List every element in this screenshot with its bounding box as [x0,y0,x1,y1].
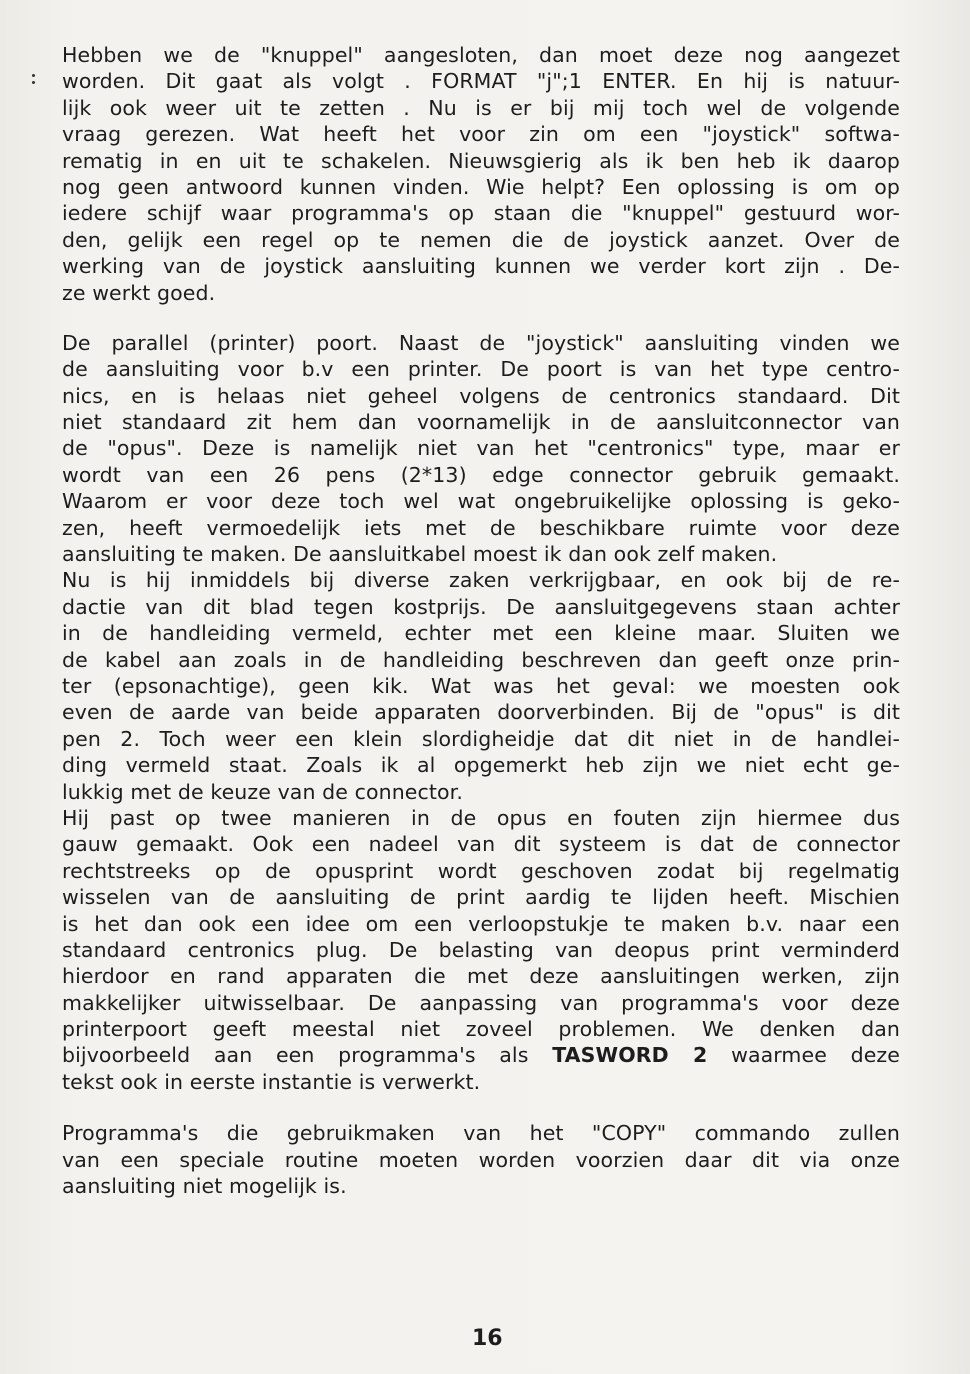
text-line: zen, heeft vermoedelijk iets met de beschikbare ruimte voor deze [62,515,900,540]
text-line: vraag gerezen. Wat heeft het voor zin om een "joystick" softwa- [62,122,900,147]
text-line: Hebben we de "knuppel" aangesloten, dan moet deze nog aangezet [62,43,900,67]
text-line: tekst ook in eerste instantie is verwerkt. [62,1069,481,1094]
text-line: de aansluiting voor b.v een printer. De poort is van het type centro- [62,357,900,382]
text-line: pen 2. Toch weer een klein slordigheidje dat dit niet in de handlei- [62,726,900,751]
text-line: aansluiting te maken. De aansluitkabel moest ik dan ook zelf maken. [62,542,778,567]
text-line: hierdoor en rand apparaten die met deze aansluitingen werken, zijn [62,964,900,989]
text-line: wordt van een 26 pens (2*13) edge connector gebruik gemaakt. [62,462,900,487]
paragraph-spacer [62,1095,900,1120]
text-line: aansluiting niet mogelijk is. [62,1174,347,1199]
text-line: iedere schijf waar programma's op staan die "knuppel" gestuurd wor- [62,201,900,226]
text-line: lijk ook weer uit te zetten . Nu is er bij mij toch wel de volgende [62,95,900,120]
text-line: gauw gemaakt. Ook een nadeel van dit systeem is dat de connector [62,832,900,857]
text-line: standaard centronics plug. De belasting van deopus print verminderd [62,937,900,962]
text-line: nog geen antwoord kunnen vinden. Wie helpt? Een oplossing is om op [62,174,900,199]
text-line-with-bold [62,1042,900,1068]
program-name-bold: TASWORD 2 [552,1043,708,1068]
text-line: ter (epsonachtige), geen kik. Wat was het geval: we moesten ook [62,673,900,698]
text-line: is het dan ook een idee om een verloopstukje te maken b.v. naar een [62,911,900,936]
text-line: werking van de joystick aansluiting kunnen we verder kort zijn . De- [62,254,900,279]
text-line: ze werkt goed. [62,280,216,305]
text-line: printerpoort geeft meestal niet zoveel problemen. We denken dan [62,1017,900,1042]
text-line: wisselen van de aansluiting de print aardig te lijden heeft. Mischien [62,885,900,910]
text-line: Nu is hij inmiddels bij diverse zaken verkrijgbaar, en ook bij de re- [62,568,900,593]
text-line: van een speciale routine moeten worden voorzien daar dit via onze [62,1147,900,1172]
text-line: nics, en is helaas niet geheel volgens de centronics standaard. Dit [62,383,900,408]
article-body [62,42,900,1199]
text-line: ding vermeld staat. Zoals ik al opgemerkt heb zijn we niet echt ge- [62,753,900,778]
margin-mark [32,74,35,77]
text-line: dactie van dit blad tegen kostprijs. De aansluitgegevens staan achter [62,594,900,619]
text-line: de kabel aan zoals in de handleiding beschreven dan geeft onze prin- [62,647,900,672]
paragraph-parallel-port [62,330,900,1095]
text-line: De parallel (printer) poort. Naast de "joystick" aansluiting vinden we [62,330,900,355]
text-line: makkelijker uitwisselbaar. De aanpassing van programma's voor deze [62,990,900,1015]
paragraph-copy-command [62,1120,900,1199]
paragraph-spacer [62,306,900,330]
text-line: de "opus". Deze is namelijk niet van het "centronics" type, maar er [62,436,900,461]
page-number: 16 [472,1326,503,1351]
text-line: even de aarde van beide apparaten doorverbinden. Bij de "opus" is dit [62,700,900,725]
text-line: in de handleiding vermeld, echter met een kleine maar. Sluiten we [62,621,900,646]
text-line: Programma's die gebruikmaken van het "COPY" commando zullen [62,1121,900,1146]
text-line: rematig in en uit te schakelen. Nieuwsgierig als ik ben heb ik daarop [62,148,900,173]
paragraph-joystick [62,42,900,306]
text-line: niet standaard zit hem dan voornamelijk in de aansluitconnector van [62,410,900,435]
text-line: den, gelijk een regel op te nemen die de joystick aanzet. Over de [62,227,900,252]
text-line: rechtstreeks op de opusprint wordt geschoven zodat bij regelmatig [62,858,900,883]
text-line: worden. Dit gaat als volgt . FORMAT "j";1 ENTER. En hij is natuur- [62,69,900,94]
text-line-part: bijvoorbeeld aan een programma's als [62,1043,553,1068]
text-line-part: waarmee deze [707,1043,900,1068]
text-line: lukkig met de keuze van de connector. [62,779,463,804]
text-line: Waarom er voor deze toch wel wat ongebruikelijke oplossing is geko- [62,489,900,514]
text-line: Hij past op twee manieren in de opus en fouten zijn hiermee dus [62,805,900,830]
